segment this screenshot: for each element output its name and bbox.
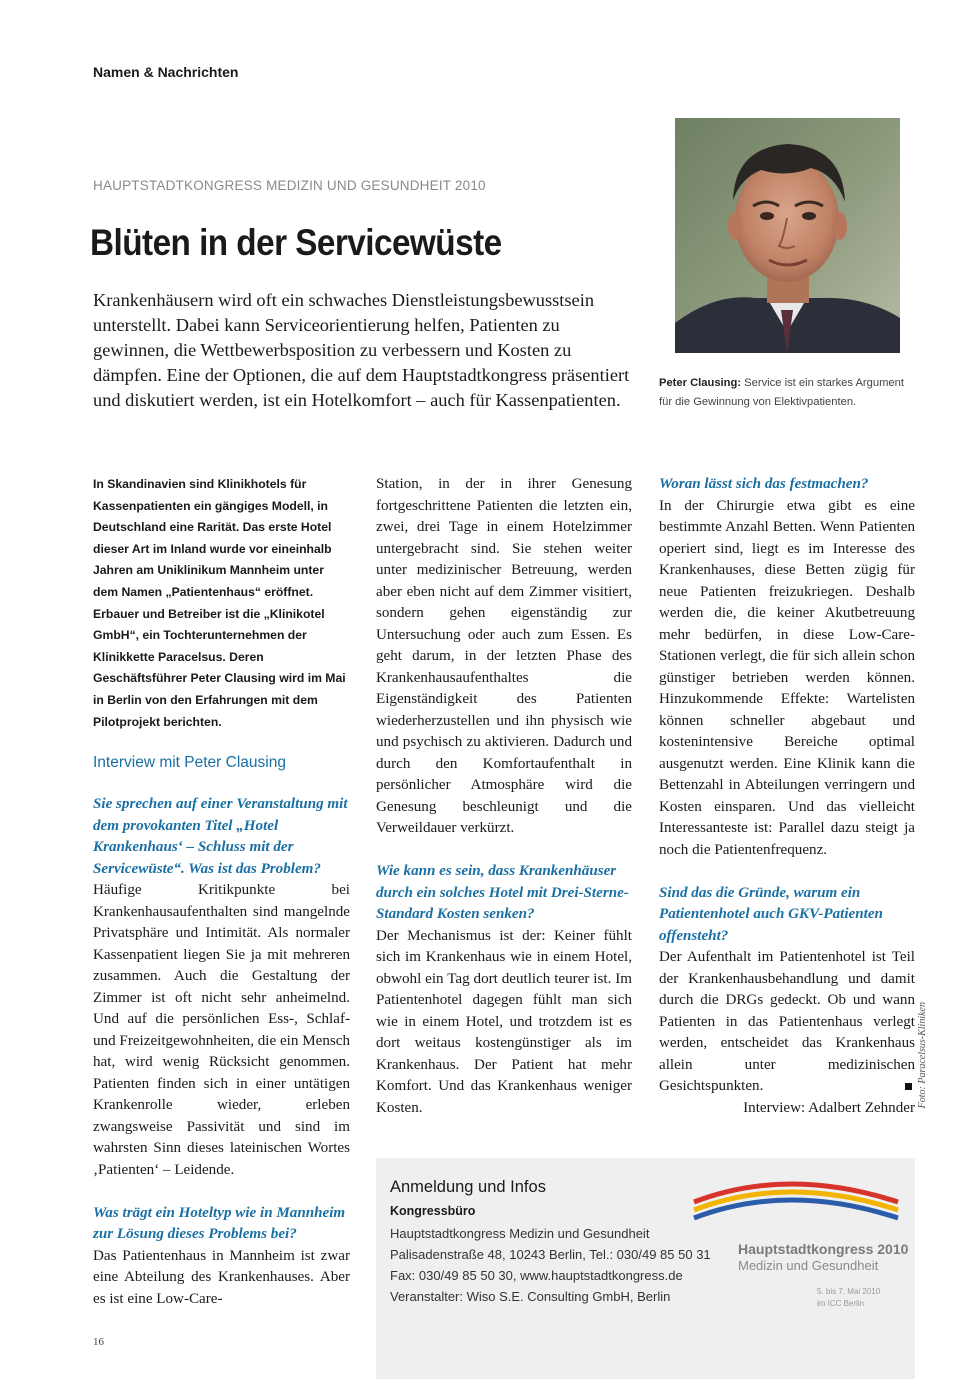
interview-answer: Häufige Kritikpunkte bei Krankenhausaufenthalten sind mangelnde Privatsphäre und Intimität. Als normaler Kassenpatient liegen Sie ja mit mehreren zusammen. Auch die Gestaltung der Zimmer ist oft nicht sehr anheimelnd. Und auf die persönlichen Ess-, Schlaf- und Freizeitgewohnheiten, die ein Mensch hat, wird wenig Rücksicht genommen. Patienten finden sich in einer untätigen Krankenrolle wieder, erleben zwangsweise Passivität und sind im wahrsten Sinn dieses lateinischen Wortes ‚Patienten‘ – Leidende.: [93, 882, 350, 1178]
interview-question: Was trägt ein Hoteltyp wie in Mannheim zur Lösung dieses Problems bei?: [93, 1204, 346, 1243]
interview-answer: Der Mechanismus ist der: Keiner fühlt sich im Krankenhaus wie in einem Hotel, obwohl ein Tag dort deutlich teurer ist. Im Patientenhotel dagegen fühlt man sich wie in einem Hotel, und trotzdem ist es dort weitaus kostengünstiger als im Krankenhaus. Der Patient hat mehr Komfort. Und das Krankenhaus weniger Kosten.: [376, 927, 632, 1116]
article-headline: Blüten in der Servicewüste: [90, 222, 502, 263]
lead-text: Krankenhäusern wird oft ein schwaches Dienstleistungsbewusstsein unterstellt. Dabei kann Serviceorientierung helfen, Patienten zu gewinnen, die Wettbewerbsposition zu verbessern und Kosten zu dämpfen. Eine der Optionen, die auf dem Hauptstadtkongress präsentiert und diskutiert werden, ist ein Hotelkomfort – auch für Kassenpatienten.: [93, 290, 630, 410]
logo-venue: im ICC Berlin: [817, 1299, 865, 1308]
portrait-photo: [675, 118, 900, 353]
intro-paragraph: In Skandinavien sind Klinikhotels für Kassenpatienten ein gängiges Modell, in Deutschland eine Rarität. Das erste Hotel dieser Art im Inland wurde vor eineinhalb Jahren am Uniklinikum Mannheim unter dem Namen „Patientenhaus“ eröffnet. Erbauer und Betreiber ist die „Klinikotel GmbH“, ein Tochterunternehmen der Klinikkette Paracelsus. Deren Geschäftsführer Peter Clausing wird im Mai in Berlin von den Erfahrungen mit dem Pilotprojekt berichten.: [93, 477, 346, 729]
info-line: Veranstalter: Wiso S.E. Consulting GmbH, Berlin: [390, 1289, 671, 1304]
page-number: 16: [93, 1336, 104, 1348]
interview-answer: [659, 947, 915, 1098]
kongress-logo-graphic: [688, 1172, 908, 1322]
interview-subhead: Interview mit Peter Clausing: [93, 754, 286, 772]
logo-name: Hauptstadtkongress 2010: [738, 1241, 908, 1257]
logo-subtitle: Medizin und Gesundheit: [738, 1258, 879, 1273]
logo-date: 5. bis 7. Mai 2010: [817, 1287, 881, 1296]
info-title: Anmeldung und Infos: [390, 1178, 546, 1196]
interview-question: Wie kann es sein, dass Krankenhäuser durch ein solches Hotel mit Drei-Sterne-Standard Kosten senken?: [376, 863, 629, 922]
photo-caption: [659, 374, 909, 412]
kongress-logo: [688, 1172, 908, 1322]
answer-text: Der Aufenthalt im Patientenhotel ist Teil der Krankenhausbehandlung und damit durch die DRGs gedeckt. Ob und wann Patienten in das Patientenhaus verlegt werden, entscheidet das Krankenhaus allein unter medizinischen Gesichtspunkten.: [659, 949, 915, 1094]
interview-byline: Interview: Adalbert Zehnder: [743, 1099, 915, 1116]
article-column-2: [376, 474, 632, 1119]
info-subtitle: Kongressbüro: [390, 1204, 476, 1218]
interview-question: Sie sprechen auf einer Veranstaltung mit dem provokanten Titel „Hotel Krankenhaus‘ – Schluss mit der Servicewüste“. Was ist das Problem?: [93, 796, 348, 877]
interview-question: Woran lässt sich das festmachen?: [659, 476, 869, 492]
section-label: Namen & Nachrichten: [93, 64, 239, 80]
info-box: [376, 1158, 915, 1379]
interview-answer: Das Patientenhaus in Mannheim ist zwar eine Abteilung des Krankenhauses. Aber es ist eine Low-Care-: [93, 1247, 350, 1307]
article-lead: [93, 288, 638, 413]
caption-name: Peter Clausing:: [659, 377, 742, 389]
interview-answer: In der Chirurgie etwa gibt es eine bestimmte Anzahl Betten. Wenn Patienten operiert sind, liegt es im Interesse des Krankenhauses, diese Betten zügig für neue Patienten freizukriegen. Deshalb werden die, die keiner Akutbetreuung mehr bedürfen, in diese Low-Care-Stationen verlegt, die für sich allein schon günstiger betrieben werden können. Hinzukommende Effekte: Wartelisten können schneller abgebaut und kostenintensive Bereiche optimal ausgenutzt werden. Eine Klinik kann die Bettenzahl in Abteilungen verringern und Kosten einsparen. Und das vielleicht Interessanteste ist: Parallel dazu steigt ja noch die Patientenfrequenz.: [659, 497, 915, 858]
info-line: Palisadenstraße 48, 10243 Berlin, Tel.: 030/49 85 50 31: [390, 1247, 711, 1262]
info-line: Hauptstadtkongress Medizin und Gesundheit: [390, 1226, 650, 1241]
interview-answer: Station, in der in ihrer Genesung fortgeschrittene Patienten die letzten ein, zwei, drei Tage in einem Hotelzimmer untergebracht sind. Sie stehen weiter unter medizinischer Betreuung, werden aber eben nicht auf dem Zimmer visitiert, sondern gehen eigenständig zur Untersuchung oder auch zum Essen. Es geht darum, in der letzten Phase des Krankenhausaufenthaltes die Eigenständigkeit des Patienten wiederherzustellen und ihn physisch wie und psychisch zu aktivieren. Dadurch und durch den Komfortaufenthalt in persönlicher Atmosphäre wird die Genesung beschleunigt und die Verweildauer verkürzt.: [376, 476, 632, 836]
photo-credit: Foto: Paracelsus-Kliniken: [917, 1002, 928, 1109]
article-kicker: HAUPTSTADTKONGRESS MEDIZIN UND GESUNDHEIT 2010: [93, 178, 486, 193]
portrait-image: [675, 118, 900, 353]
article-column-1: [93, 474, 350, 1310]
end-mark-icon: [905, 1083, 912, 1090]
caption-text: Service ist ein starkes Argument für die Gewinnung von Elektivpatienten.: [659, 377, 904, 408]
article-column-3: [659, 474, 915, 1119]
info-line: Fax: 030/49 85 50 30, www.hauptstadtkongress.de: [390, 1268, 683, 1283]
interview-question: Sind das die Gründe, warum ein Patientenhotel auch GKV-Patienten offensteht?: [659, 884, 883, 944]
